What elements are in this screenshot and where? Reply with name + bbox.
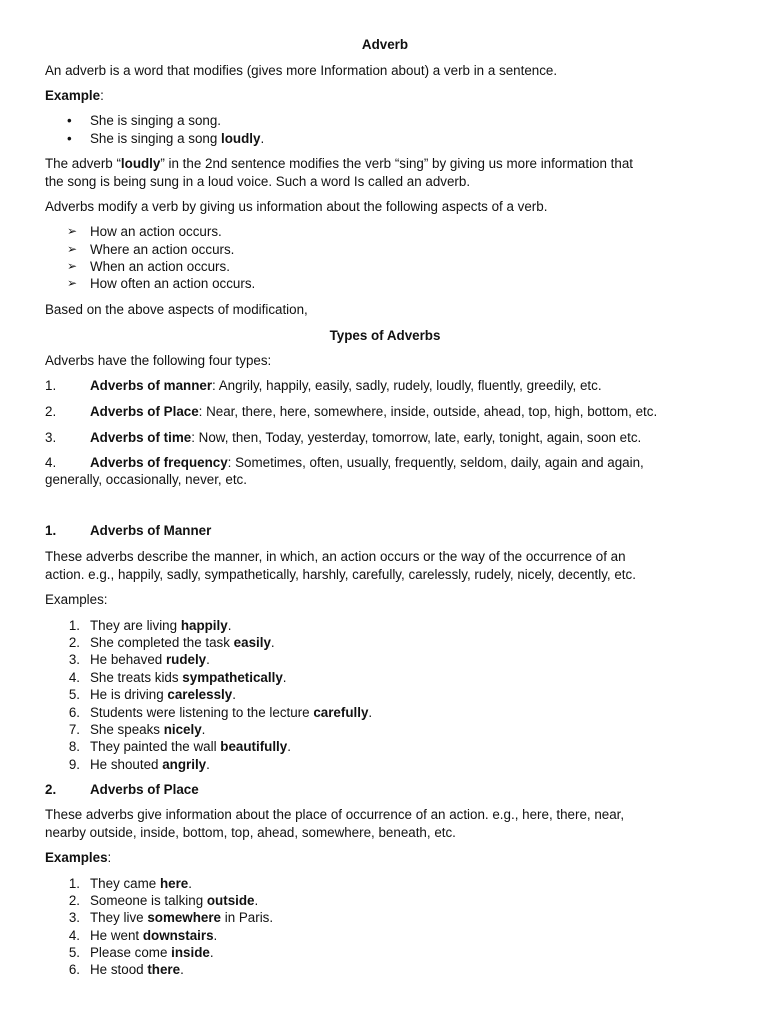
type-item-continuation: generally, occasionally, never, etc. xyxy=(45,472,247,487)
bullet-icon: • xyxy=(67,131,72,146)
place-desc-line1: These adverbs give information about the place of occurrence of an action. e.g., here, there, near, xyxy=(45,807,625,822)
types-intro: Adverbs have the following four types: xyxy=(45,353,272,368)
document-title: Adverb xyxy=(361,37,409,52)
bullet-icon: • xyxy=(67,113,72,128)
based-on-text: Based on the above aspects of modification, xyxy=(45,302,308,317)
explain-paragraph-line2: the song is being sung in a loud voice. Such a word Is called an adverb. xyxy=(45,174,471,189)
aspects-intro: Adverbs modify a verb by giving us information about the following aspects of a verb. xyxy=(45,199,548,214)
manner-examples-label: Examples: xyxy=(45,592,108,607)
place-examples-label: Examples: xyxy=(45,850,112,865)
manner-desc-line1: These adverbs describe the manner, in which, an action occurs or the way of the occurrence of an xyxy=(45,549,626,564)
intro-paragraph: An adverb is a word that modifies (gives more Information about) a verb in a sentence. xyxy=(45,63,558,78)
arrow-bullet-icon: ➢ xyxy=(67,242,78,256)
arrow-bullet-icon: ➢ xyxy=(67,276,78,290)
explain-paragraph-line1: The adverb “loudly” in the 2nd sentence modifies the verb “sing” by giving us more information that xyxy=(45,156,633,171)
arrow-bullet-icon: ➢ xyxy=(67,259,78,273)
arrow-bullet-icon: ➢ xyxy=(67,224,78,238)
manner-desc-line2: action. e.g., happily, sadly, sympathetically, harshly, carefully, carelessly, rudely, nicely, decently, etc. xyxy=(45,567,636,582)
types-heading: Types of Adverbs xyxy=(329,328,441,343)
place-desc-line2: nearby outside, inside, bottom, top, ahead, somewhere, beneath, etc. xyxy=(45,825,456,840)
example-label: Example: xyxy=(45,88,104,103)
